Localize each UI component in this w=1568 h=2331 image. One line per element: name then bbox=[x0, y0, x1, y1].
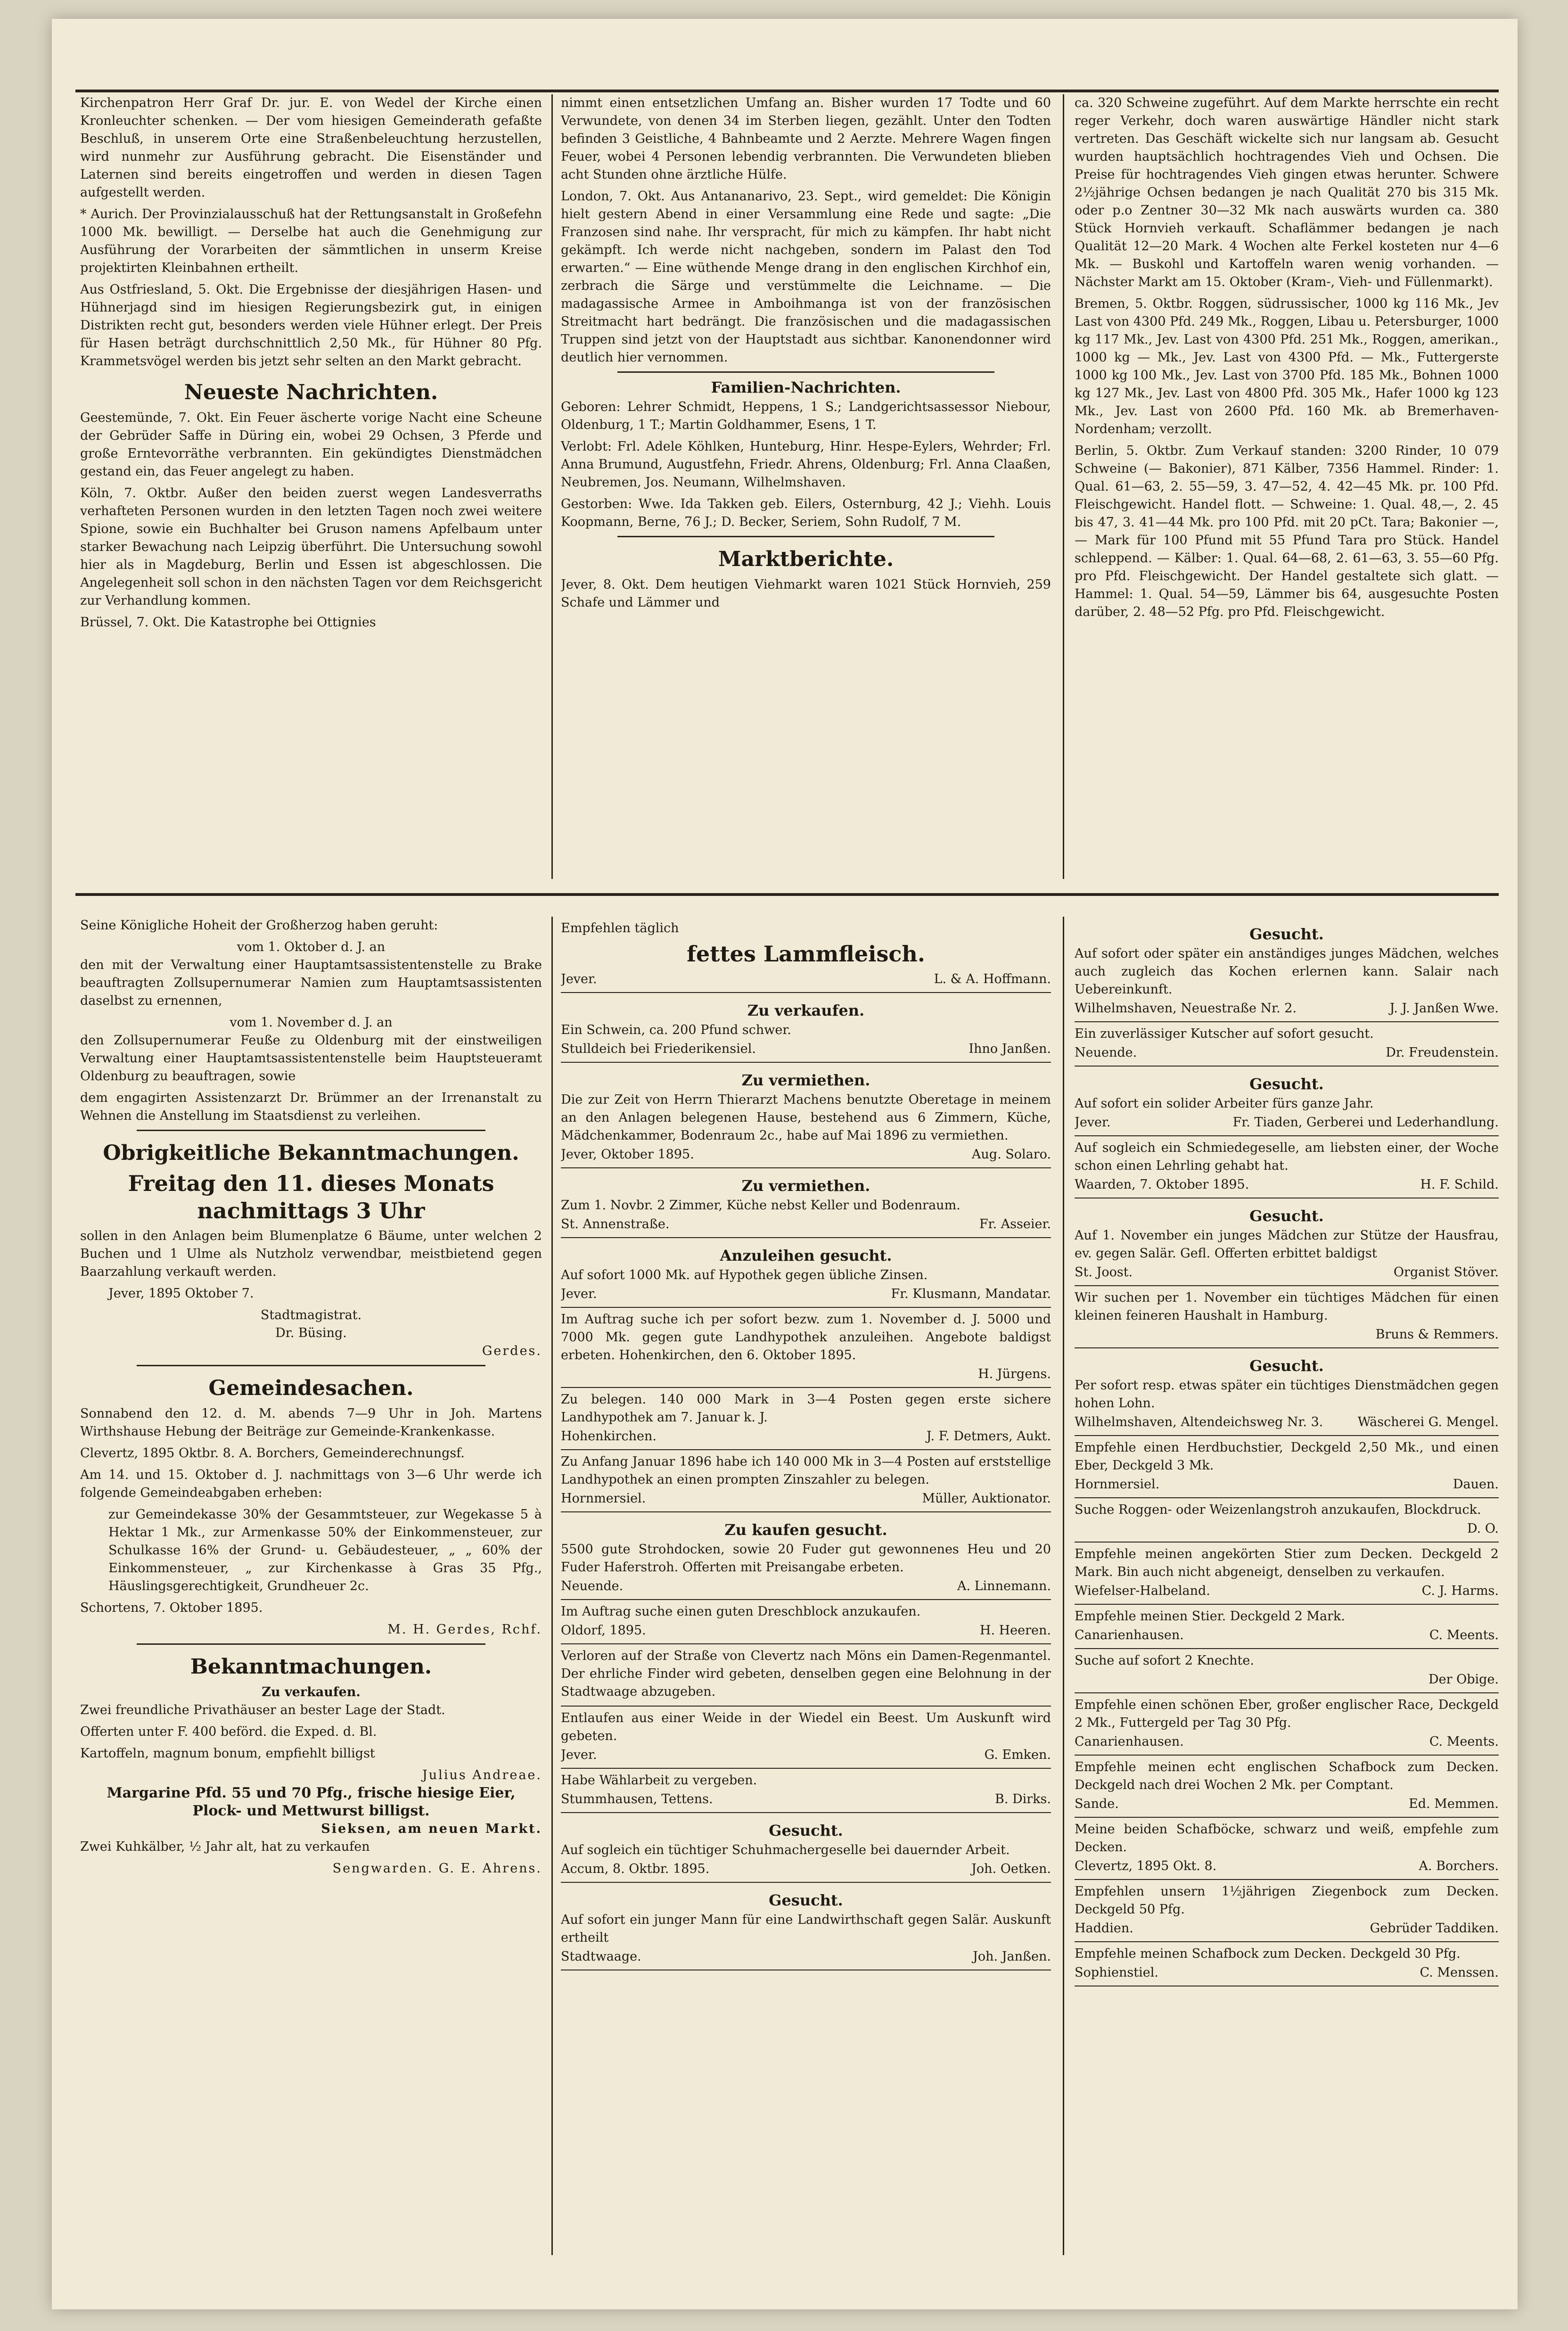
ad-signature-row bbox=[561, 1577, 1051, 1595]
column-divider bbox=[551, 917, 553, 2255]
article: Geestemünde, 7. Okt. Ein Feuer äscherte vorige Nacht eine Scheune der Gebrüder Saffe in Düring ein, wobei 29 Ochsen, 3 Pferde und große Erntevorräthe verbrannten. Ein gekündigtes Dienstmädchen gestand ein, das Feuer angelegt zu haben. bbox=[80, 410, 542, 479]
ad-signature-row bbox=[561, 1622, 1051, 1640]
notice-signature: Stadtmagistrat. bbox=[260, 1308, 362, 1322]
ad-text: Entlaufen aus einer Weide in der Wiedel ein Beest. Um Auskunft wird gebeten. bbox=[561, 1711, 1051, 1743]
ad-heading: Gesucht. bbox=[1249, 1357, 1324, 1375]
notice-signature: Gerdes. bbox=[482, 1344, 542, 1358]
ad-place: Wilhelmshaven, Neuestraße Nr. 2. bbox=[1075, 1001, 1297, 1016]
advertisement bbox=[1075, 1693, 1499, 1756]
column-divider bbox=[1063, 917, 1064, 2255]
bottom-column-3 bbox=[1075, 917, 1499, 2255]
ad-signature-row bbox=[561, 970, 1051, 988]
ad-signature-row bbox=[1075, 1000, 1499, 1018]
ad-text: Zu belegen. 140 000 Mark in 3—4 Posten gegen erste sichere Landhypothek am 7. Januar k. J. bbox=[561, 1392, 1051, 1425]
ad-signature: B. Dirks. bbox=[995, 1792, 1051, 1806]
ad-text: Auf 1. November ein junges Mädchen zur Stütze der Hausfrau, ev. gegen Salär. Gefl. Offerten erbittet baldigst bbox=[1075, 1228, 1499, 1261]
divider bbox=[137, 1130, 485, 1131]
ad-text: Auf sogleich ein tüchtiger Schuhmachergeselle bei dauernder Arbeit. bbox=[561, 1843, 1010, 1857]
ad-place: Accum, 8. Oktbr. 1895. bbox=[561, 1862, 710, 1876]
article: Brüssel, 7. Okt. Die Katastrophe bei Ottignies bbox=[80, 615, 376, 630]
ad-place: Hornmersiel. bbox=[561, 1491, 646, 1506]
ad-place: St. Annenstraße. bbox=[561, 1217, 670, 1231]
notice-date: Jever, 1895 Oktober 7. bbox=[108, 1286, 254, 1301]
ad-text: Verloren auf der Straße von Clevertz nach Möns ein Damen-Regenmantel. Der ehrliche Finder wird gebeten, denselben gegen eine Belohnung in der Stadtwaage abzugeben. bbox=[561, 1649, 1051, 1699]
ad-place: Stadtwaage. bbox=[561, 1949, 641, 1964]
ad-text: Auf sofort oder später ein anständiges junges Mädchen, welches auch zugleich das Kochen erlernen kann. Salair nach Uebereinkunft. bbox=[1075, 946, 1499, 997]
ad-text: Zum 1. Novbr. 2 Zimmer, Küche nebst Keller und Bodenraum. bbox=[561, 1198, 961, 1213]
ad-place: Clevertz, 1895 Okt. 8. bbox=[1075, 1859, 1217, 1873]
ad-signature: G. Emken. bbox=[984, 1748, 1051, 1762]
ad-signature: C. Meents. bbox=[1429, 1628, 1499, 1642]
ad-signature: Fr. Asseier. bbox=[979, 1217, 1051, 1231]
article: London, 7. Okt. Aus Antananarivo, 23. Sept., wird gemeldet: Die Königin hielt gestern Abend in einer Versammlung eine Rede und sagte: „Die Franzosen sind nahe. Ihr verspracht, für mich zu kämpfen. Ihr habt nicht gekämpft. Ich werde nicht nachgeben, sondern im Palast den Tod erwarten.“ — Eine wüthende Menge drang in den englischen Kirchhof ein, zerbrach die Särge und verstümmelte die Leichname. — Die madagassische Armee in Amboihmanga ist von der französischen Streitmacht hart bedrängt. Die französischen und die madagassischen Truppen sind jetzt von der Hauptstadt aus sichtbar. Kanonendonner wird deutlich hier vernommen. bbox=[561, 189, 1051, 365]
section-heading: Marktberichte. bbox=[718, 547, 894, 571]
ad-text: Per sofort resp. etwas später ein tüchtiges Dienstmädchen gegen hohen Lohn. bbox=[1075, 1378, 1499, 1411]
ad-signature-row bbox=[1075, 1476, 1499, 1494]
article: ca. 320 Schweine zugeführt. Auf dem Markte herrschte ein recht reger Verkehr, doch waren auswärtige Händler nicht stark vertreten. Das Geschäft wickelte sich nur langsam ab. Gesucht wurden hauptsächlich hochtragendes Vieh und Ochsen. Die Preise für hochtragendes Vieh gingen etwas herunter. Schwere 2½jährige Ochsen bedangen je nach Qualität 270 bis 315 Mk. oder p.o Zentner 30—32 Mk nach auswärts wurden ca. 380 Stück Hornvieh verkauft. Schaflämmer bedangen je nach Qualität 12—20 Mark. 4 Wochen alte Ferkel kosteten nur 4—6 Mk. — Buskohl und Kartoffeln waren wenig vorhanden. — Nächster Markt am 15. Oktober (Kram-, Vieh- und Füllenmarkt). bbox=[1075, 96, 1499, 289]
ad-signature: L. & A. Hoffmann. bbox=[934, 972, 1051, 986]
ad-text: Auf sofort 1000 Mk. auf Hypothek gegen übliche Zinsen. bbox=[561, 1268, 928, 1282]
ad-place: Stulldeich bei Friederikensiel. bbox=[561, 1042, 756, 1056]
ad-place: Waarden, 7. Oktober 1895. bbox=[1075, 1177, 1249, 1192]
ad-signature: Organist Stöver. bbox=[1393, 1265, 1499, 1280]
ad-place: Oldorf, 1895. bbox=[561, 1623, 646, 1638]
ad-signature-row bbox=[1075, 1964, 1499, 1982]
article: Aus Ostfriesland, 5. Okt. Die Ergebnisse der diesjährigen Hasen- und Hühnerjagd sind im hiesigen Regierungsbezirk gut, in einigen Distrikten recht gut, besonders werden viele Hühner erlegt. Der Preis für Hasen beträgt durchschnittlich 2,50 Mk., für Hühner 80 Pfg. Krammetsvögel werden bis jetzt sehr selten an den Markt gebracht. bbox=[80, 282, 542, 369]
ad-text: Die zur Zeit von Herrn Thierarzt Machens benutzte Oberetage in meinem an den Anlagen belegenen Hause, bestehend aus 6 Zimmern, Küche, Mädchenkammer, Bodenraum 2c., habe auf Mai 1896 zu vermiethen. bbox=[561, 1092, 1051, 1143]
ad-heading: Zu vermiethen. bbox=[741, 1071, 870, 1089]
article: Verlobt: Frl. Adele Köhlken, Hunteburg, Hinr. Hespe-Eylers, Wehrder; Frl. Anna Brumund, Augustfehn, Friedr. Ahrens, Oldenburg; Frl. Anna Claaßen, Neubremen, Jos. Neumann, Wilhelmshaven. bbox=[561, 439, 1051, 490]
ad-signature-row bbox=[1075, 1044, 1499, 1062]
ad-signature: Aug. Solaro. bbox=[971, 1147, 1051, 1162]
ad-text: Zwei Kuhkälber, ½ Jahr alt, hat zu verkaufen bbox=[80, 1839, 370, 1854]
ad-place: Stummhausen, Tettens. bbox=[561, 1792, 713, 1806]
ad-signature-row bbox=[1075, 1264, 1499, 1281]
ad-heading: Gesucht. bbox=[769, 1891, 843, 1909]
advertisement bbox=[1075, 1348, 1499, 1436]
ad-text: Empfehle meinen Schafbock zum Decken. Deckgeld 30 Pfg. bbox=[1075, 1946, 1461, 1961]
notice-text: sollen in den Anlagen beim Blumenplatze 6 Bäume, unter welchen 2 Buchen und 1 Ulme als Nutzholz verwendbar, meistbietend gegen Baarzahlung verkauft werden. bbox=[80, 1229, 542, 1279]
ad-place: Jever. bbox=[561, 972, 597, 986]
advertisement bbox=[1075, 1818, 1499, 1880]
ad-place: Jever. bbox=[561, 1287, 597, 1301]
advertisement bbox=[1075, 1286, 1499, 1348]
ad-signature: J. J. Janßen Wwe. bbox=[1389, 1001, 1499, 1016]
article: Bremen, 5. Oktbr. Roggen, südrussischer, 1000 kg 116 Mk., Jev Last von 4300 Pfd. 249 Mk., Roggen, Libau u. Petersburger, 1000 kg 117 Mk., Jev. Last von 4300 Pfd. 251 Mk., Roggen, amerikan., 1000 kg — Mk., Jev. Last von 4300 Pfd. — Mk., Futtergerste 1000 kg 100 Mk., Jev. Last von 3700 Pfd. 185 Mk., Bohnen 1000 kg 127 Mk., Jev. Last von 4800 Pfd. 305 Mk., Hafer 1000 kg 123 Mk., Jev. Last von 2600 Pfd. 160 Mk. ab Bremerhaven-Nordenham; verzollt. bbox=[1075, 296, 1499, 436]
ad-place: Neuende. bbox=[561, 1579, 624, 1593]
ad-place: Jever. bbox=[561, 1748, 597, 1762]
divider bbox=[617, 371, 994, 373]
divider bbox=[137, 1643, 485, 1645]
section-heading: Neueste Nachrichten. bbox=[184, 380, 438, 404]
ad-text: Empfehlen täglich bbox=[561, 921, 679, 936]
ad-signature: H. F. Schild. bbox=[1420, 1177, 1499, 1192]
ad-signature: Der Obige. bbox=[1428, 1672, 1499, 1687]
ad-text: Empfehle meinen Stier. Deckgeld 2 Mark. bbox=[1075, 1609, 1346, 1624]
ad-signature: C. Meents. bbox=[1429, 1734, 1499, 1749]
bottom-column-1 bbox=[80, 917, 542, 2255]
ad-text: Wir suchen per 1. November ein tüchtiges Mädchen für einen kleinen feineren Haushalt in Hamburg. bbox=[1075, 1290, 1499, 1323]
ad-signature-row bbox=[561, 1040, 1051, 1058]
advertisement bbox=[561, 1063, 1051, 1168]
advertisement bbox=[561, 993, 1051, 1063]
notice-text: Clevertz, 1895 Oktbr. 8. A. Borchers, Gemeinderechnungsf. bbox=[80, 1446, 465, 1461]
ad-headline: fettes Lammfleisch. bbox=[687, 941, 925, 967]
announcement: den mit der Verwaltung einer Hauptamtsassistentenstelle zu Brake beauftragten Zollsupernumerar Namien zum Hauptamtsassistenten daselbst zu ernennen, bbox=[80, 958, 542, 1008]
ad-signature-row bbox=[1075, 1733, 1499, 1751]
advertisement bbox=[1075, 1756, 1499, 1818]
ad-signature-row bbox=[561, 1860, 1051, 1878]
article: Berlin, 5. Oktbr. Zum Verkauf standen: 3200 Rinder, 10 079 Schweine (— Bakonier), 871 Kälber, 7356 Hammel. Rinder: 1. Qual. 61—63, 2. 55—59, 3. 47—52, 4. 42—45 Mk. pr. 100 Pfd. Fleischgewicht. Handel flott. — Schweine: 1. Qual. 48,—, 2. 45 bis 47, 3. 41—44 Mk. pro 100 Pfd. mit 20 pCt. Tara; Bakonier —,— Mark für 100 Pfund mit 55 Pfund Tara pro Stück. Handel schleppend. — Kälber: 1. Qual. 64—68, 2. 61—63, 3. 55—60 Pfg. pro Pfd. Fleischgewicht. Der Handel gestaltete sich glatt. — Hammel: 1. Qual. 54—59, Lämmer bis 64, ausgesuchte Posten darüber, 2. 48—52 Pfg. pro Pfd. Fleischgewicht. bbox=[1075, 443, 1499, 619]
advertisement bbox=[1075, 1942, 1499, 1986]
top-column-2 bbox=[561, 94, 1051, 879]
advertisement bbox=[561, 1450, 1051, 1512]
advertisement bbox=[561, 1238, 1051, 1308]
ad-signature: H. Heeren. bbox=[979, 1623, 1051, 1638]
ad-text: Meine beiden Schafböcke, schwarz und weiß, empfehle zum Decken. bbox=[1075, 1822, 1499, 1855]
ad-text: Kartoffeln, magnum bonum, empfiehlt billigst bbox=[80, 1746, 375, 1761]
ad-signature: J. F. Detmers, Aukt. bbox=[926, 1429, 1051, 1444]
advertisement bbox=[1075, 1498, 1499, 1543]
section-heading: Familien-Nachrichten. bbox=[711, 378, 901, 396]
ad-heading: Gesucht. bbox=[1249, 1075, 1324, 1093]
notice-signature: Dr. Büsing. bbox=[275, 1326, 347, 1340]
article: * Aurich. Der Provinzialausschuß hat der Rettungsanstalt in Großefehn 1000 Mk. bewilligt. — Derselbe hat auch die Genehmigung zur Ausführung der Vorarbeiten der sämmtlichen in unserm Kreise projektirten Kleinbahnen ertheilt. bbox=[80, 207, 542, 275]
ad-text: Empfehle meinen angekörten Stier zum Decken. Deckgeld 2 Mark. Bin auch nicht abgeneigt, denselben zu verkaufen. bbox=[1075, 1547, 1499, 1579]
announcement: vom 1. Oktober d. J. an bbox=[237, 940, 386, 954]
ad-signature-row bbox=[1075, 1520, 1499, 1538]
advertisement bbox=[1075, 1067, 1499, 1136]
bottom-column-2 bbox=[561, 917, 1051, 2255]
ad-text: Ein Schwein, ca. 200 Pfund schwer. bbox=[561, 1023, 791, 1037]
ad-signature-row bbox=[561, 1285, 1051, 1303]
ad-text: Habe Wählarbeit zu vergeben. bbox=[561, 1773, 757, 1788]
ad-text: Offerten unter F. 400 beförd. die Exped. d. Bl. bbox=[80, 1724, 377, 1739]
section-heading: Obrigkeitliche Bekanntmachungen. bbox=[103, 1141, 519, 1165]
announcement: den Zollsupernumerar Feuße zu Oldenburg mit der einstweiligen Verwaltung einer Hauptamtsassistentenstelle beim Hauptsteueramt Oldenburg zu beauftragen, sowie bbox=[80, 1033, 542, 1083]
ad-place: Canarienhausen. bbox=[1075, 1628, 1184, 1642]
notice-text: Am 14. und 15. Oktober d. J. nachmittags von 3—6 Uhr werde ich folgende Gemeindeabgaben erheben: bbox=[80, 1468, 542, 1500]
ad-signature-row bbox=[561, 1365, 1051, 1383]
advertisement bbox=[1075, 1880, 1499, 1942]
ad-signature: Gebrüder Taddiken. bbox=[1370, 1921, 1499, 1936]
ad-signature-row bbox=[1075, 1795, 1499, 1813]
ad-place: Wiefelser-Halbeland. bbox=[1075, 1584, 1210, 1598]
advertisement bbox=[561, 1512, 1051, 1600]
announcement: Seine Königliche Hoheit der Großherzog haben geruht: bbox=[80, 918, 438, 933]
ad-text: 5500 gute Strohdocken, sowie 20 Fuder gut gewonnenes Heu und 20 Fuder Haferstroh. Offerten mit Preisangabe erbeten. bbox=[561, 1542, 1051, 1575]
ad-heading: Gesucht. bbox=[1249, 1207, 1324, 1225]
ad-signature: Joh. Janßen. bbox=[973, 1949, 1051, 1964]
advertisement bbox=[561, 1707, 1051, 1769]
ad-place: St. Joost. bbox=[1075, 1265, 1133, 1280]
ad-signature: Dr. Freudenstein. bbox=[1386, 1045, 1499, 1060]
ad-heading: Zu vermiethen. bbox=[741, 1177, 870, 1195]
ad-text: Empfehle meinen echt englischen Schafbock zum Decken. Deckgeld nach drei Wochen 2 Mk. per Comptant. bbox=[1075, 1760, 1499, 1792]
ad-text: Zwei freundliche Privathäuser an bester Lage der Stadt. bbox=[80, 1703, 445, 1717]
ad-signature: Sengwarden. G. E. Ahrens. bbox=[332, 1861, 542, 1876]
article: Köln, 7. Oktbr. Außer den beiden zuerst wegen Landesverraths verhafteten Personen wurden in den letzten Tagen noch zwei weitere Spione, sowie ein Buchhalter bei Gruson namens Apfelbaum unter starker Bewachung nach Leipzig überführt. Die Untersuchung sowohl hier als in Magdeburg, Berlin und Essen ist abgeschlossen. Die Angelegenheit soll schon in den nächsten Tagen vor dem Reichsgericht zur Verhandlung kommen. bbox=[80, 486, 542, 608]
ad-signature: A. Borchers. bbox=[1419, 1859, 1499, 1873]
ad-signature: Wäscherei G. Mengel. bbox=[1357, 1415, 1499, 1429]
advertisement bbox=[561, 1168, 1051, 1238]
ad-signature: Ihno Janßen. bbox=[969, 1042, 1051, 1056]
advertisement bbox=[561, 1308, 1051, 1388]
ad-heading: Anzuleihen gesucht. bbox=[720, 1247, 892, 1264]
ad-signature: C. J. Harms. bbox=[1421, 1584, 1499, 1598]
ad-signature-row bbox=[561, 1490, 1051, 1508]
advertisement bbox=[561, 1883, 1051, 1970]
article: Geboren: Lehrer Schmidt, Heppens, 1 S.; Landgerichtsassessor Niebour, Oldenburg, 1 T.; Martin Goldhammer, Esens, 1 T. bbox=[561, 400, 1051, 432]
ad-signature: Sieksen, am neuen Markt. bbox=[321, 1822, 542, 1836]
notice-text: Schortens, 7. Oktober 1895. bbox=[80, 1601, 263, 1615]
advertisement bbox=[1075, 1022, 1499, 1067]
ad-signature-row bbox=[561, 1746, 1051, 1764]
ad-heading: Zu kaufen gesucht. bbox=[724, 1521, 887, 1539]
ad-text: Empfehle einen Herdbuchstier, Deckgeld 2,50 Mk., und einen Eber, Deckgeld 3 Mk. bbox=[1075, 1440, 1499, 1473]
advertisement bbox=[1075, 1136, 1499, 1198]
advertisement bbox=[561, 1600, 1051, 1644]
section-rule bbox=[75, 893, 1499, 896]
ad-place: Sande. bbox=[1075, 1797, 1119, 1811]
announcement: vom 1. November d. J. an bbox=[230, 1015, 393, 1030]
advertisement bbox=[1075, 1543, 1499, 1605]
ad-place: Jever, Oktober 1895. bbox=[561, 1147, 694, 1162]
ad-heading: Gesucht. bbox=[1249, 925, 1324, 943]
ad-text: Empfehle einen schönen Eber, großer englischer Race, Deckgeld 2 Mk., Futtergeld per Tag 30 Pfg. bbox=[1075, 1698, 1499, 1730]
ad-signature: Fr. Klusmann, Mandatar. bbox=[891, 1287, 1051, 1301]
article: nimmt einen entsetzlichen Umfang an. Bisher wurden 17 Todte und 60 Verwundete, von denen 34 im Sterben liegen, gezählt. Unter den Todten befinden 3 Geistliche, 4 Bahnbeamte und 2 Aerzte. Mehrere Wagen fingen Feuer, wobei 4 Personen lebendig verbrannten. Die Verwundeten blieben acht Stunden ohne ärztliche Hülfe. bbox=[561, 96, 1051, 182]
ad-signature-row bbox=[1075, 1326, 1499, 1344]
ad-signature-row bbox=[561, 1428, 1051, 1445]
ad-signature: H. Jürgens. bbox=[978, 1367, 1051, 1381]
article: Kirchenpatron Herr Graf Dr. jur. E. von Wedel der Kirche einen Kronleuchter schenken. — Der vom hiesigen Gemeinderath gefaßte Beschluß, in unserem Orte eine Straßenbeleuchtung herzustellen, wird nunmehr zur Ausführung gebracht. Die Eisenständer und Laternen sind bereits eingetroffen und werden in diesen Tagen aufgestellt werden. bbox=[80, 96, 542, 200]
ad-signature-row bbox=[1075, 1857, 1499, 1875]
advertisement bbox=[1075, 1436, 1499, 1498]
ad-signature: Müller, Auktionator. bbox=[922, 1491, 1051, 1506]
ad-place: Haddien. bbox=[1075, 1921, 1133, 1936]
ad-signature: Dauen. bbox=[1453, 1477, 1499, 1492]
ad-text: Zu Anfang Januar 1896 habe ich 140 000 Mk in 3—4 Posten auf erststellige Landhypothek an einen prompten Zinszahler zu belegen. bbox=[561, 1454, 1051, 1487]
divider bbox=[617, 536, 994, 537]
ad-signature-row bbox=[561, 1146, 1051, 1164]
ad-heading: Gesucht. bbox=[769, 1822, 843, 1839]
ad-signature-row bbox=[1075, 1671, 1499, 1689]
ad-text: Im Auftrag suche ich per sofort bezw. zum 1. November d. J. 5000 und 7000 Mk. gegen gute Landhypothek anzuleihen. Angebote baldigst erbeten. Hohenkirchen, den 6. Oktober 1895. bbox=[561, 1312, 1051, 1362]
announcement: dem engagirten Assistenzarzt Dr. Brümmer an der Irrenanstalt zu Wehnen die Anstellung im Staatsdienst zu verleihen. bbox=[80, 1091, 542, 1123]
ad-place: Sophienstiel. bbox=[1075, 1965, 1158, 1980]
ad-signature-row bbox=[1075, 1114, 1499, 1132]
ad-heading: Zu verkaufen. bbox=[262, 1685, 361, 1699]
advertisement bbox=[561, 1388, 1051, 1450]
article: Gestorben: Wwe. Ida Takken geb. Eilers, Osternburg, 42 J.; Viehh. Louis Koopmann, Berne, 76 J.; D. Becker, Seriem, Sohn Rudolf, 7 M. bbox=[561, 497, 1051, 529]
ad-text: Suche Roggen- oder Weizenlangstroh anzukaufen, Blockdruck. bbox=[1075, 1502, 1481, 1517]
divider bbox=[137, 1365, 485, 1366]
ad-signature: D. O. bbox=[1467, 1521, 1499, 1536]
ad-signature: Bruns & Remmers. bbox=[1375, 1327, 1499, 1342]
ad-text: Margarine Pfd. 55 und 70 Pfg., frische hiesige Eier, Plock- und Mettwurst billigst. bbox=[107, 1785, 516, 1819]
section-heading: Bekanntmachungen. bbox=[190, 1655, 432, 1679]
ad-place: Neuende. bbox=[1075, 1045, 1137, 1060]
ad-signature-row bbox=[1075, 1176, 1499, 1194]
advertisement bbox=[561, 1644, 1051, 1707]
ad-signature-row bbox=[561, 1790, 1051, 1808]
ad-signature: Ed. Memmen. bbox=[1409, 1797, 1499, 1811]
top-column-1 bbox=[80, 94, 542, 879]
notice-signature: M. H. Gerdes, Rchf. bbox=[387, 1622, 542, 1637]
ad-text: Auf sogleich ein Schmiedegeselle, am liebsten einer, der Woche schon einen Lehrling gehabt hat. bbox=[1075, 1141, 1499, 1173]
advertisement bbox=[561, 1769, 1051, 1813]
ad-signature: Joh. Oetken. bbox=[971, 1862, 1051, 1876]
notice-text: Sonnabend den 12. d. M. abends 7—9 Uhr in Joh. Martens Wirthshause Hebung der Beiträge zur Gemeinde-Krankenkasse. bbox=[80, 1406, 542, 1439]
ad-place: Jever. bbox=[1075, 1115, 1111, 1130]
advertisement bbox=[561, 1813, 1051, 1883]
column-divider bbox=[551, 94, 553, 879]
ad-signature-row bbox=[1075, 1582, 1499, 1600]
ad-text: Im Auftrag suche einen guten Dreschblock anzukaufen. bbox=[561, 1604, 921, 1619]
ad-signature-row bbox=[1075, 1626, 1499, 1644]
ad-signature-row bbox=[1075, 1413, 1499, 1431]
advertisement bbox=[1075, 1198, 1499, 1286]
ad-signature: C. Menssen. bbox=[1420, 1965, 1499, 1980]
newspaper-page bbox=[52, 19, 1518, 2309]
ad-signature: Fr. Tiaden, Gerberei und Lederhandlung. bbox=[1232, 1115, 1499, 1130]
ad-signature-row bbox=[561, 1215, 1051, 1233]
ad-text: Suche auf sofort 2 Knechte. bbox=[1075, 1653, 1254, 1668]
ad-text: Auf sofort ein junger Mann für eine Landwirthschaft gegen Salär. Auskunft ertheilt bbox=[561, 1912, 1051, 1945]
advertisement bbox=[1075, 1649, 1499, 1693]
ad-signature-row bbox=[561, 1948, 1051, 1966]
notice-text: zur Gemeindekasse 30% der Gesammtsteuer, zur Wegekasse 5 à Hektar 1 Mk., zur Armenkasse 50% der Einkommensteuer, zur Schulkasse 16% der Grund- u. Gebäudesteuer, „ „ 60% der Einkommensteuer, „ zur Kirchenkasse à Gras 35 Pfg., Häuslingsgerechtigkeit, Grundheuer 2c. bbox=[108, 1507, 542, 1593]
ad-signature: A. Linnemann. bbox=[957, 1579, 1051, 1593]
ad-place: Hohenkirchen. bbox=[561, 1429, 657, 1444]
ad-place: Hornmersiel. bbox=[1075, 1477, 1160, 1492]
advertisement bbox=[1075, 917, 1499, 1022]
section-heading: Gemeindesachen. bbox=[208, 1376, 414, 1400]
top-rule bbox=[75, 90, 1499, 92]
ad-place: Wilhelmshaven, Altendeichsweg Nr. 3. bbox=[1075, 1415, 1323, 1429]
top-column-3 bbox=[1075, 94, 1499, 879]
advertisement bbox=[1075, 1605, 1499, 1649]
ad-heading: Zu verkaufen. bbox=[747, 1001, 865, 1019]
ad-text: Ein zuverlässiger Kutscher auf sofort gesucht. bbox=[1075, 1026, 1374, 1041]
ad-text: Auf sofort ein solider Arbeiter fürs ganze Jahr. bbox=[1075, 1096, 1374, 1111]
notice-headline: Freitag den 11. dieses Monats nachmittags 3 Uhr bbox=[128, 1171, 494, 1223]
ad-text: Empfehlen unsern 1½jährigen Ziegenbock zum Decken. Deckgeld 50 Pfg. bbox=[1075, 1884, 1499, 1917]
column-divider bbox=[1063, 94, 1064, 879]
ad-place: Canarienhausen. bbox=[1075, 1734, 1184, 1749]
ad-signature-row bbox=[1075, 1920, 1499, 1937]
ad-signature: Julius Andreae. bbox=[422, 1768, 542, 1782]
article: Jever, 8. Okt. Dem heutigen Viehmarkt waren 1021 Stück Hornvieh, 259 Schafe und Lämmer und bbox=[561, 577, 1051, 610]
advertisement bbox=[561, 917, 1051, 993]
